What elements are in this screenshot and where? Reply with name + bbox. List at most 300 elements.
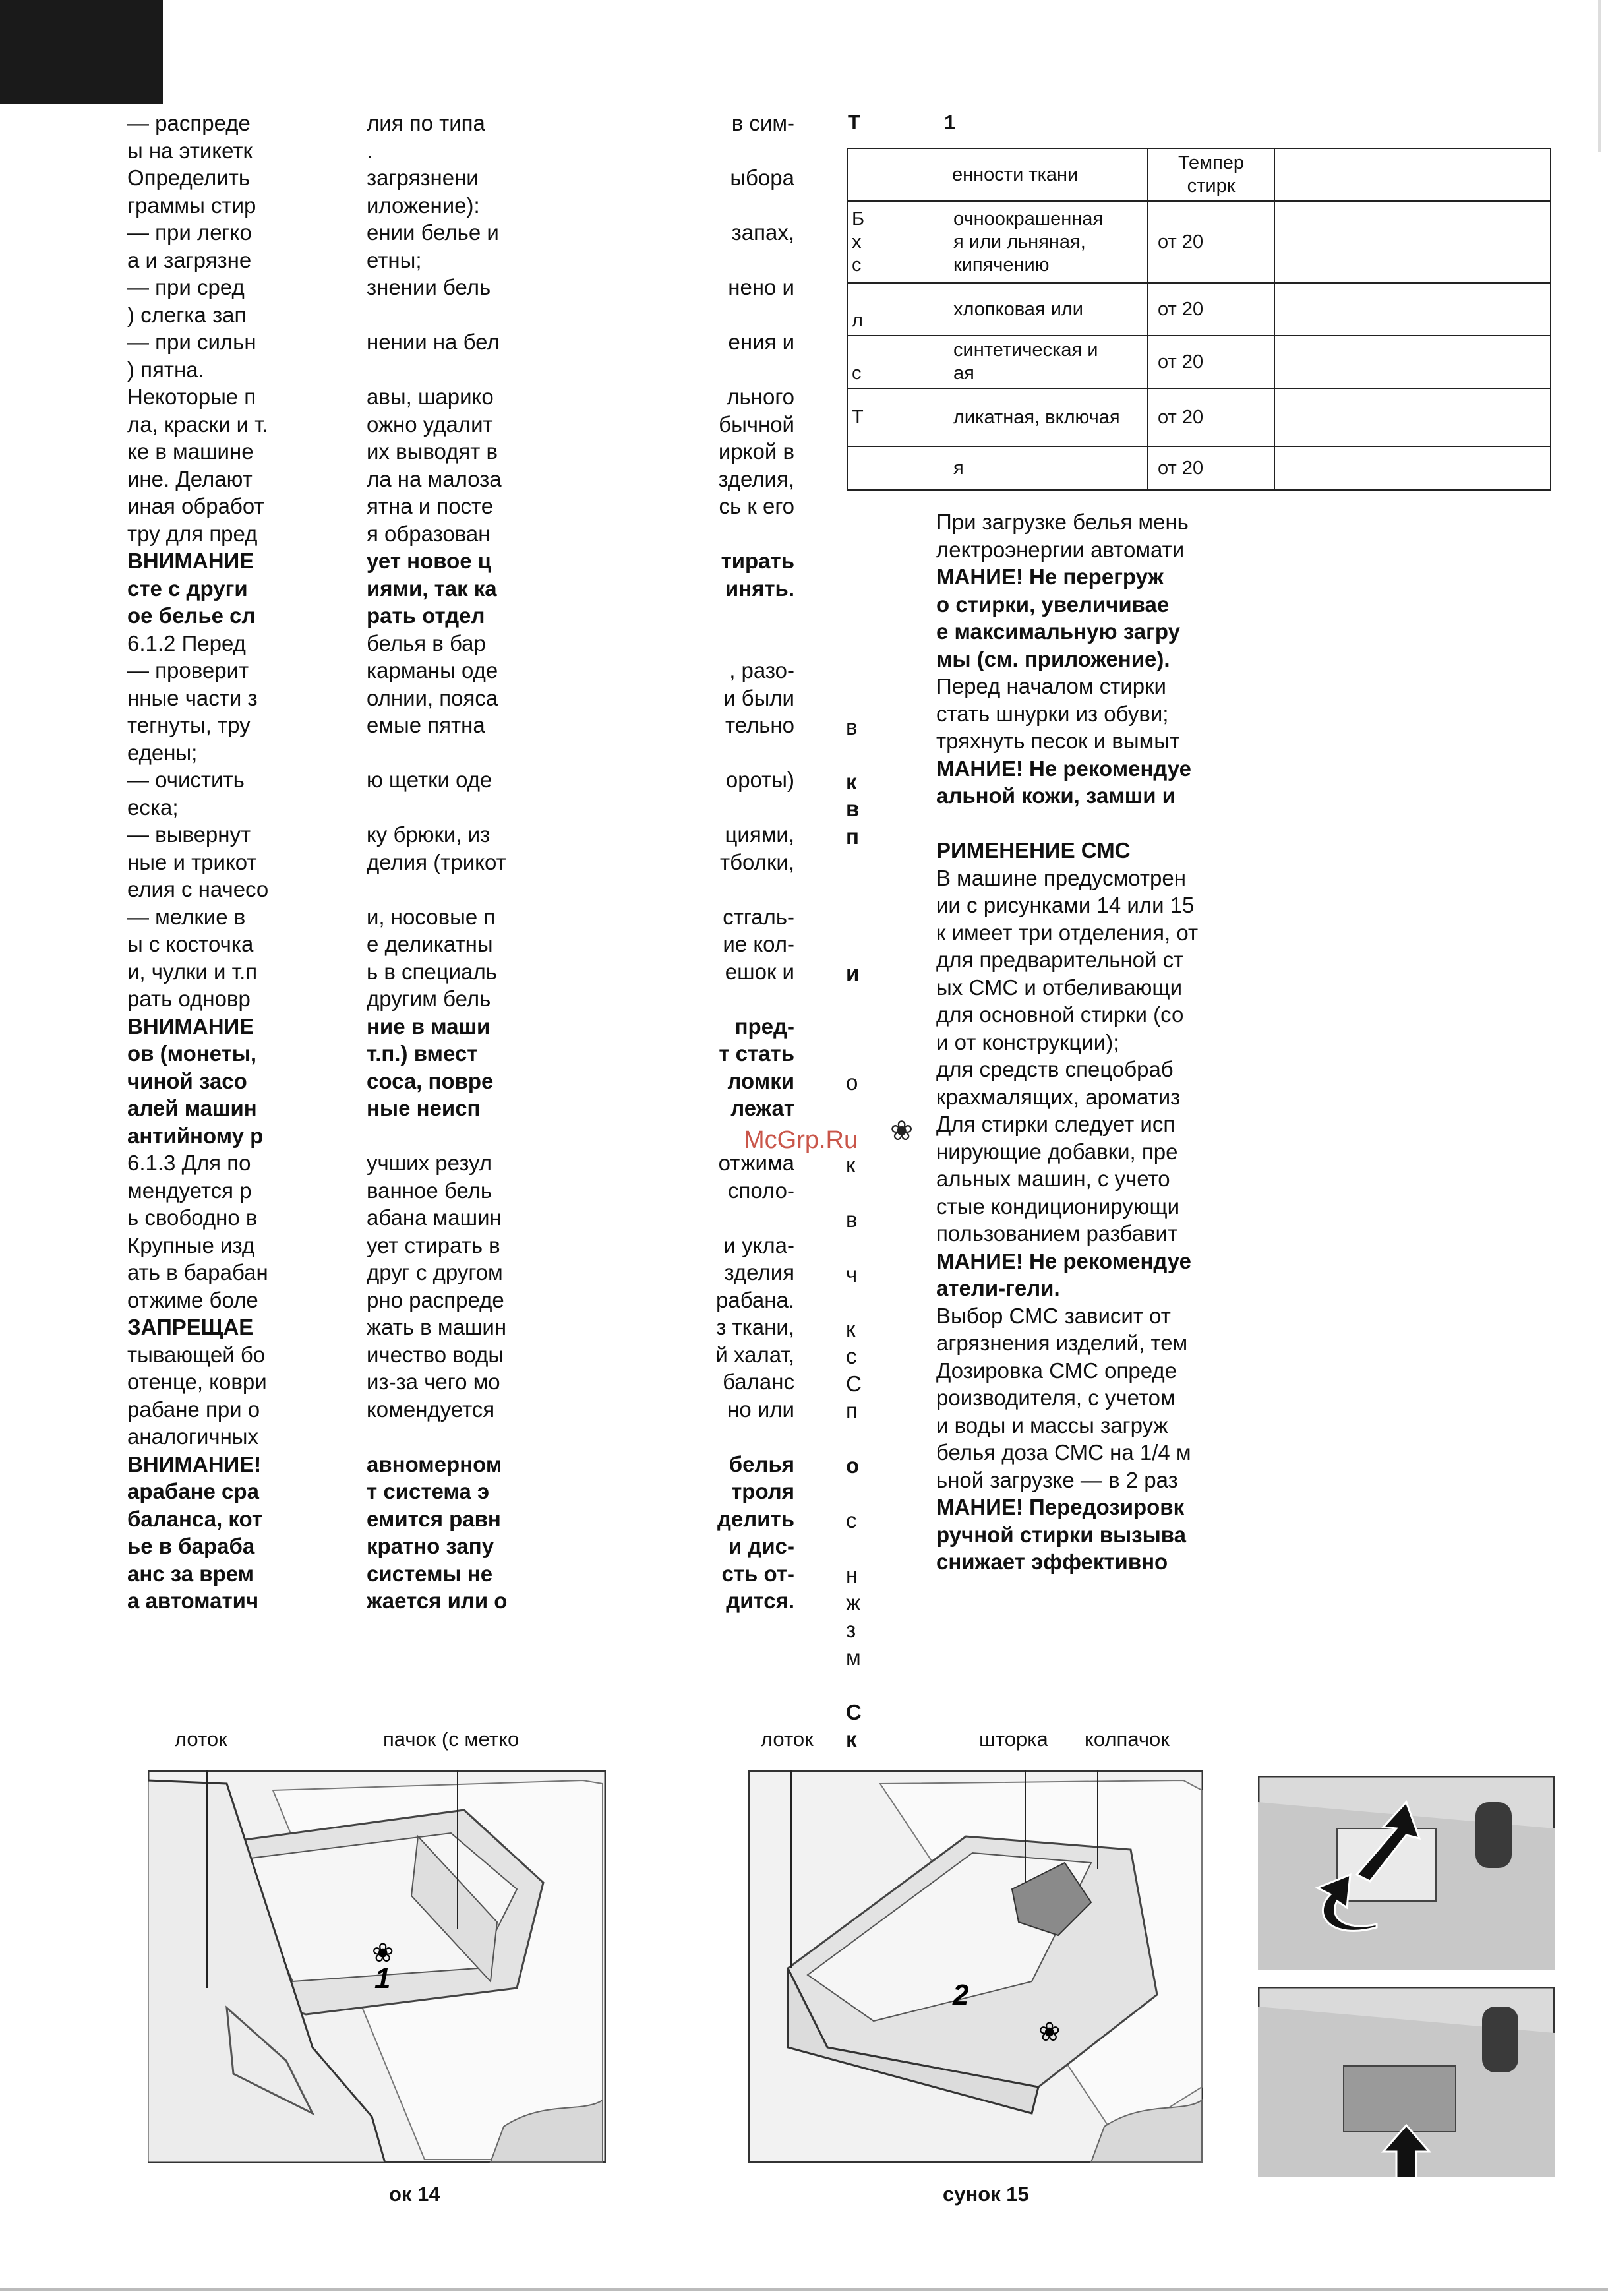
- text-line: и были: [723, 685, 794, 710]
- text-line: ороты): [725, 768, 794, 792]
- text-line: ) пятна.: [127, 357, 204, 382]
- table-cell-extra: [1274, 283, 1551, 336]
- text-line: к: [846, 1152, 856, 1177]
- text-line: [846, 1480, 879, 1507]
- text-line: с: [846, 1344, 857, 1368]
- text-column-3: [659, 109, 794, 1615]
- text-line: [846, 1288, 879, 1315]
- text-line: етны;: [367, 247, 422, 272]
- text-line: олнии, пояса: [367, 685, 498, 710]
- text-line: ьной загрузке — в 2 раз: [936, 1467, 1178, 1492]
- text-line: к: [846, 1727, 857, 1751]
- text-line: Некоторые п: [127, 384, 256, 409]
- text-line: — при сред: [127, 275, 245, 299]
- text-line: белья: [729, 1451, 794, 1476]
- text-line: пользованием разбавит: [936, 1221, 1178, 1246]
- text-line: но или: [727, 1397, 794, 1422]
- text-line: и, носовые п: [367, 904, 496, 929]
- text-line: н: [846, 1563, 858, 1587]
- text-line: льного: [727, 384, 794, 409]
- text-line: РИМЕНЕНИЕ СМС: [936, 838, 1131, 862]
- text-line: иями, так ка: [367, 576, 497, 601]
- table-cell-desc: ликатная, включая: [949, 388, 1148, 446]
- text-line: — при сильн: [127, 330, 256, 354]
- text-line: антийному р: [127, 1123, 264, 1148]
- text-line: [846, 740, 879, 768]
- text-line: [367, 794, 564, 822]
- text-line: лектроэнергии автомати: [936, 537, 1185, 562]
- fig14-label-tray: лоток: [175, 1728, 227, 1751]
- text-line: ла, краски и т.: [127, 411, 268, 437]
- text-column-1: [127, 109, 299, 1615]
- text-line: иложение):: [367, 193, 480, 218]
- text-line: п: [846, 824, 859, 849]
- table-cell-temp: от 20: [1148, 388, 1274, 446]
- text-line: [846, 878, 879, 905]
- text-line: — при легко: [127, 220, 252, 245]
- text-line: и, чулки и т.п: [127, 959, 258, 984]
- text-line: альной кожи, замши и: [936, 783, 1176, 808]
- text-line: тру для пред: [127, 521, 258, 546]
- text-line: знении бель: [367, 275, 491, 299]
- table-cell-temp: от 20: [1148, 336, 1274, 388]
- text-line: к: [846, 769, 857, 794]
- text-line: ов (монеты,: [127, 1041, 257, 1066]
- fig15-compartment-number: 2: [953, 1979, 969, 2011]
- page-corner-block: [0, 0, 163, 104]
- text-line: рать отдел: [367, 603, 485, 628]
- text-line: 6.1.3 Для по: [127, 1151, 251, 1175]
- text-line: о: [846, 1070, 858, 1095]
- table-row: [847, 283, 1551, 336]
- text-line: ке в машине: [127, 439, 254, 464]
- text-line: делить: [717, 1506, 794, 1531]
- table-row: [847, 201, 1551, 283]
- text-line: тельно: [725, 713, 794, 737]
- text-line: отенце, коври: [127, 1370, 267, 1394]
- text-line: ие кол-: [723, 932, 794, 956]
- text-line: а и загрязне: [127, 247, 252, 272]
- text-line: т.п.) вмест: [367, 1041, 478, 1066]
- text-line: МАНИЕ! Передозировк: [936, 1495, 1185, 1519]
- page-edge-line: [1598, 0, 1601, 152]
- text-line: я образован: [367, 521, 491, 546]
- table-cell-code: Т: [847, 388, 949, 446]
- text-line: [846, 659, 879, 686]
- text-line: ь в специаль: [367, 959, 497, 984]
- text-line: В машине предусмотрен: [936, 865, 1186, 890]
- text-line: из-за чего мо: [367, 1370, 500, 1394]
- text-line: рать одновр: [127, 986, 251, 1011]
- table-cell-desc: очноокрашенная я или льняная, кипячению: [949, 201, 1148, 283]
- text-line: [659, 1423, 794, 1451]
- text-line: и: [846, 961, 860, 985]
- text-line: ии с рисунками 14 или 15: [936, 893, 1195, 917]
- fig14-flower-icon: ❀: [372, 1938, 394, 1968]
- text-line: [367, 739, 564, 767]
- fig15-label-tray: лоток: [761, 1728, 814, 1751]
- text-line: [846, 850, 879, 878]
- text-line: тегнуты, тру: [127, 713, 251, 737]
- text-line: [846, 1425, 879, 1453]
- text-line: ЗАПРЕЩАЕ: [127, 1315, 254, 1339]
- text-line: ВНИМАНИЕ: [127, 549, 254, 573]
- text-line: [846, 1042, 879, 1070]
- text-line: стгаль-: [723, 904, 794, 929]
- text-line: ь свободно в: [127, 1205, 258, 1230]
- text-line: едены;: [127, 740, 198, 765]
- fig14-compartment-number: 1: [374, 1962, 391, 1995]
- text-line: чиной засо: [127, 1068, 247, 1093]
- text-line: стать шнурки из обуви;: [936, 701, 1169, 726]
- text-line: нено и: [728, 275, 794, 299]
- text-line: При загрузке белья мень: [936, 510, 1189, 534]
- text-line: зделия,: [718, 466, 794, 491]
- text-line: их выводят в: [367, 439, 498, 464]
- text-line: зделия: [724, 1260, 794, 1284]
- table-row: [847, 336, 1551, 388]
- text-line: абана машин: [367, 1205, 502, 1230]
- table-header-extra: [1274, 148, 1551, 201]
- watermark: McGrp.Ru: [744, 1126, 858, 1154]
- table-cell-desc: синтетическая и ая: [949, 336, 1148, 388]
- text-line: ла на малоза: [367, 466, 502, 491]
- text-line: для предварительной ст: [936, 948, 1184, 972]
- text-line: ные и трикот: [127, 849, 257, 874]
- text-line: з: [846, 1617, 856, 1642]
- text-line: Выбор СМС зависит от: [936, 1303, 1171, 1328]
- text-line: [846, 1097, 879, 1124]
- text-line: комендуется: [367, 1397, 495, 1422]
- text-line: мы (см. приложение).: [936, 646, 1170, 671]
- text-line: роизводителя, с учетом: [936, 1385, 1176, 1410]
- text-line: емые пятна: [367, 713, 485, 737]
- text-line: ует новое ц: [367, 549, 492, 573]
- text-line: [659, 985, 794, 1013]
- table-row: [847, 446, 1551, 490]
- text-line: и укла-: [723, 1232, 794, 1257]
- text-line: ожно удалит: [367, 411, 493, 437]
- text-line: [659, 876, 794, 903]
- fabric-temperature-table: [847, 148, 1551, 491]
- table-cell-code: [847, 446, 949, 490]
- text-line: другим бель: [367, 986, 491, 1011]
- text-line: агрязнения изделий, тем: [936, 1331, 1188, 1355]
- text-line: нирующие добавки, пре: [936, 1139, 1178, 1164]
- table-cell-temp: от 20: [1148, 446, 1274, 490]
- text-line: отжиме боле: [127, 1287, 258, 1312]
- text-line: С: [846, 1699, 862, 1724]
- text-line: — распреде: [127, 111, 251, 135]
- text-line: [846, 522, 879, 549]
- text-line: и воды и массы загруж: [936, 1412, 1168, 1437]
- text-line: ВНИМАНИЕ: [127, 1013, 254, 1039]
- text-line: [659, 1204, 794, 1232]
- fig14-label-cap: пачок (с метко: [383, 1728, 520, 1751]
- text-line: [659, 602, 794, 630]
- text-line: ыбора: [730, 166, 794, 190]
- text-line: [659, 630, 794, 657]
- table-cell-code: Б х с: [847, 201, 949, 283]
- table-cell-temp: от 20: [1148, 201, 1274, 283]
- text-line: ю щетки оде: [367, 768, 492, 792]
- text-line: [659, 301, 794, 329]
- text-line: МАНИЕ! Не рекомендуе: [936, 756, 1192, 781]
- text-line: тряхнуть песок и вымыт: [936, 729, 1180, 753]
- text-line: циями,: [725, 822, 794, 847]
- table-cell-extra: [1274, 388, 1551, 446]
- table-cell-desc: я: [949, 446, 1148, 490]
- text-line: [846, 604, 879, 632]
- figure-14-drawer: [148, 1770, 606, 2163]
- text-line: [659, 192, 794, 220]
- text-line: С: [846, 1371, 862, 1396]
- text-line: отжима: [718, 1151, 794, 1175]
- text-line: [367, 876, 564, 903]
- text-line: рабана.: [716, 1287, 794, 1312]
- text-line: .: [367, 138, 373, 163]
- text-line: тывающей бо: [127, 1342, 266, 1367]
- text-line: нные части з: [127, 685, 258, 710]
- text-column-2: [367, 109, 564, 1615]
- text-line: соса, повре: [367, 1068, 494, 1093]
- fig15-label-curtain: шторка: [979, 1728, 1048, 1751]
- text-line: п: [846, 1399, 858, 1423]
- text-line: тболки,: [720, 849, 794, 874]
- text-line: с: [846, 1508, 857, 1532]
- text-line: белья в бар: [367, 630, 486, 655]
- text-line: крахмалящих, ароматиз: [936, 1084, 1181, 1109]
- text-line: и дис-: [728, 1534, 794, 1558]
- text-line: ы с косточка: [127, 932, 254, 956]
- text-line: учших резул: [367, 1151, 492, 1175]
- text-line: сть от-: [721, 1561, 794, 1586]
- text-line: , разо-: [729, 658, 794, 682]
- text-line: ванное бель: [367, 1178, 492, 1203]
- text-line: сь к его: [719, 494, 794, 518]
- text-line: авы, шарико: [367, 384, 494, 409]
- text-line: Дозировка СМС опреде: [936, 1358, 1177, 1383]
- text-line: [846, 1233, 879, 1261]
- table-cell-extra: [1274, 336, 1551, 388]
- flower-symbol-icon: ❀: [890, 1115, 914, 1146]
- text-line: ч: [846, 1261, 858, 1286]
- text-line: лежат: [730, 1096, 794, 1120]
- text-line: авномерном: [367, 1451, 502, 1476]
- text-line: для основной стирки (со: [936, 1002, 1184, 1027]
- text-line: нении на бел: [367, 330, 500, 354]
- table-header-row: [847, 148, 1551, 201]
- text-line: иная обработ: [127, 494, 264, 518]
- fig14-caption: ок 14: [389, 2183, 440, 2206]
- text-line: а автоматич: [127, 1588, 259, 1613]
- text-line: троля: [731, 1479, 794, 1503]
- text-line: в: [846, 797, 860, 821]
- text-line: МАНИЕ! Не рекомендуе: [936, 1248, 1192, 1273]
- text-line: Перед началом стирки: [936, 674, 1166, 698]
- table-cell-code: л: [847, 283, 949, 336]
- text-line: емится равн: [367, 1506, 501, 1531]
- text-line: Для стирки следует исп: [936, 1112, 1176, 1136]
- text-line: т система э: [367, 1479, 490, 1503]
- text-line: белья доза СМС на 1/4 м: [936, 1440, 1191, 1465]
- text-line: ные неисп: [367, 1096, 481, 1120]
- inset-photo-cap-open: [1258, 1776, 1555, 1970]
- text-line: кратно запу: [367, 1534, 494, 1558]
- text-line: [367, 356, 564, 384]
- text-line: й халат,: [715, 1342, 794, 1367]
- text-line: рабане при о: [127, 1397, 260, 1422]
- text-line: арабане сра: [127, 1479, 259, 1503]
- table-cell-extra: [1274, 201, 1551, 283]
- text-line: Определить: [127, 166, 251, 190]
- table-title-letter: Т: [848, 111, 860, 134]
- text-line: альных машин, с учето: [936, 1166, 1170, 1191]
- text-line: [846, 576, 879, 604]
- table-cell-code: с: [847, 336, 949, 388]
- table-row: [847, 388, 1551, 446]
- text-line: лия по типа: [367, 111, 485, 135]
- text-line: [367, 1122, 564, 1150]
- table-header-temp: Темпер стирк: [1148, 148, 1274, 201]
- text-line: ое белье сл: [127, 603, 256, 628]
- text-line: [367, 1423, 564, 1451]
- text-line: запах,: [731, 220, 794, 245]
- fig15-label-cap: колпачок: [1085, 1728, 1170, 1751]
- text-line: атели-гели.: [936, 1276, 1060, 1300]
- text-line: [846, 631, 879, 659]
- text-line: — мелкие в: [127, 904, 246, 929]
- text-line: ении белье и: [367, 220, 499, 245]
- text-line: — проверит: [127, 658, 249, 682]
- text-line: ) слегка зап: [127, 302, 247, 327]
- text-line: ых СМС и отбеливающи: [936, 975, 1183, 1000]
- text-line: стые кондиционирующи: [936, 1193, 1180, 1219]
- fig15-flower-icon: ❀: [1038, 2017, 1061, 2047]
- text-line: пред-: [734, 1013, 794, 1039]
- text-line: — вывернут: [127, 822, 251, 847]
- text-line: баланс: [723, 1370, 794, 1394]
- text-line: [659, 137, 794, 165]
- table-body: [847, 201, 1551, 490]
- text-line: к: [846, 1316, 856, 1341]
- fig15-caption: сунок 15: [943, 2183, 1029, 2206]
- text-line: аналогичных: [127, 1424, 259, 1449]
- text-line: загрязнени: [367, 166, 479, 190]
- text-line: [659, 739, 794, 767]
- table-cell-desc: хлопковая или: [949, 283, 1148, 336]
- text-line: о: [846, 1453, 860, 1478]
- text-line: т стать: [719, 1041, 794, 1066]
- text-line: ения и: [728, 330, 794, 354]
- text-line: [659, 520, 794, 548]
- text-line: МАНИЕ! Не перегруж: [936, 564, 1164, 589]
- text-line: иркой в: [718, 439, 794, 464]
- text-line: для средств спецобраб: [936, 1057, 1174, 1081]
- text-line: баланса, кот: [127, 1506, 263, 1531]
- text-line: е максимальную загру: [936, 619, 1180, 644]
- text-line: инять.: [725, 576, 794, 601]
- table-header-type: енности ткани: [949, 148, 1148, 201]
- text-line: ятна и посте: [367, 494, 494, 518]
- text-line: анс за врем: [127, 1561, 254, 1586]
- text-line: делия (трикот: [367, 849, 506, 874]
- table-header-code: [847, 148, 949, 201]
- text-line: [846, 905, 879, 932]
- text-line: мендуется р: [127, 1178, 252, 1203]
- text-line: и от конструкции);: [936, 1029, 1119, 1054]
- text-line: е деликатны: [367, 932, 493, 956]
- text-line: Крупные изд: [127, 1232, 255, 1257]
- figure-15-drawer: [748, 1770, 1203, 2163]
- text-line: з ткани,: [716, 1315, 794, 1339]
- text-line: [846, 1178, 879, 1206]
- text-line: [659, 247, 794, 274]
- table-title-number: 1: [944, 111, 956, 134]
- table-cell-extra: [1274, 446, 1551, 490]
- text-line: [846, 549, 879, 577]
- text-line: к имеет три отделения, от: [936, 920, 1199, 945]
- text-line: жать в машин: [367, 1315, 507, 1339]
- text-line: системы не: [367, 1561, 493, 1586]
- text-line: тирать: [721, 549, 794, 573]
- text-line: [846, 932, 879, 960]
- text-line: рно распреде: [367, 1287, 504, 1312]
- text-line: ж: [846, 1590, 861, 1615]
- text-line: дится.: [726, 1588, 794, 1613]
- text-line: ВНИМАНИЕ!: [127, 1451, 262, 1476]
- text-line: ку брюки, из: [367, 822, 491, 847]
- text-column-5: [936, 508, 1253, 1576]
- text-line: елия с начесо: [127, 877, 269, 901]
- text-line: [659, 356, 794, 384]
- text-line: [659, 794, 794, 822]
- text-line: карманы оде: [367, 658, 498, 682]
- page-bottom-line: [0, 2288, 1608, 2291]
- text-line: ы на этикетк: [127, 138, 253, 163]
- text-line: сте с други: [127, 576, 248, 601]
- text-line: [846, 686, 879, 713]
- text-line: алей машин: [127, 1096, 257, 1120]
- text-line: м: [846, 1645, 861, 1670]
- text-line: граммы стир: [127, 193, 256, 218]
- text-line: [846, 1534, 879, 1562]
- text-line: [846, 987, 879, 1015]
- text-line: [367, 301, 564, 329]
- text-line: ать в барабан: [127, 1260, 268, 1284]
- text-line: ешок и: [725, 959, 794, 984]
- text-line: [936, 810, 1253, 837]
- text-line: [846, 1671, 879, 1699]
- text-line: в: [846, 714, 858, 739]
- text-line: снижает эффективно: [936, 1550, 1168, 1574]
- text-line: ручной стирки вызыва: [936, 1522, 1186, 1547]
- text-line: споло-: [728, 1178, 794, 1203]
- text-line: в сим-: [731, 111, 794, 135]
- inset-photo-cap-closed: [1258, 1987, 1555, 2177]
- text-line: ние в маши: [367, 1013, 491, 1039]
- text-line: ломки: [727, 1068, 794, 1093]
- text-line: ье в бараба: [127, 1534, 255, 1558]
- text-line: в: [846, 1207, 858, 1232]
- text-line: еска;: [127, 795, 179, 820]
- text-line: о стирки, увеличивае: [936, 591, 1170, 617]
- table-cell-temp: от 20: [1148, 283, 1274, 336]
- text-line: ичество воды: [367, 1342, 504, 1367]
- text-line: [846, 1014, 879, 1042]
- text-line: ине. Делают: [127, 466, 253, 491]
- text-line: жается или о: [367, 1588, 508, 1613]
